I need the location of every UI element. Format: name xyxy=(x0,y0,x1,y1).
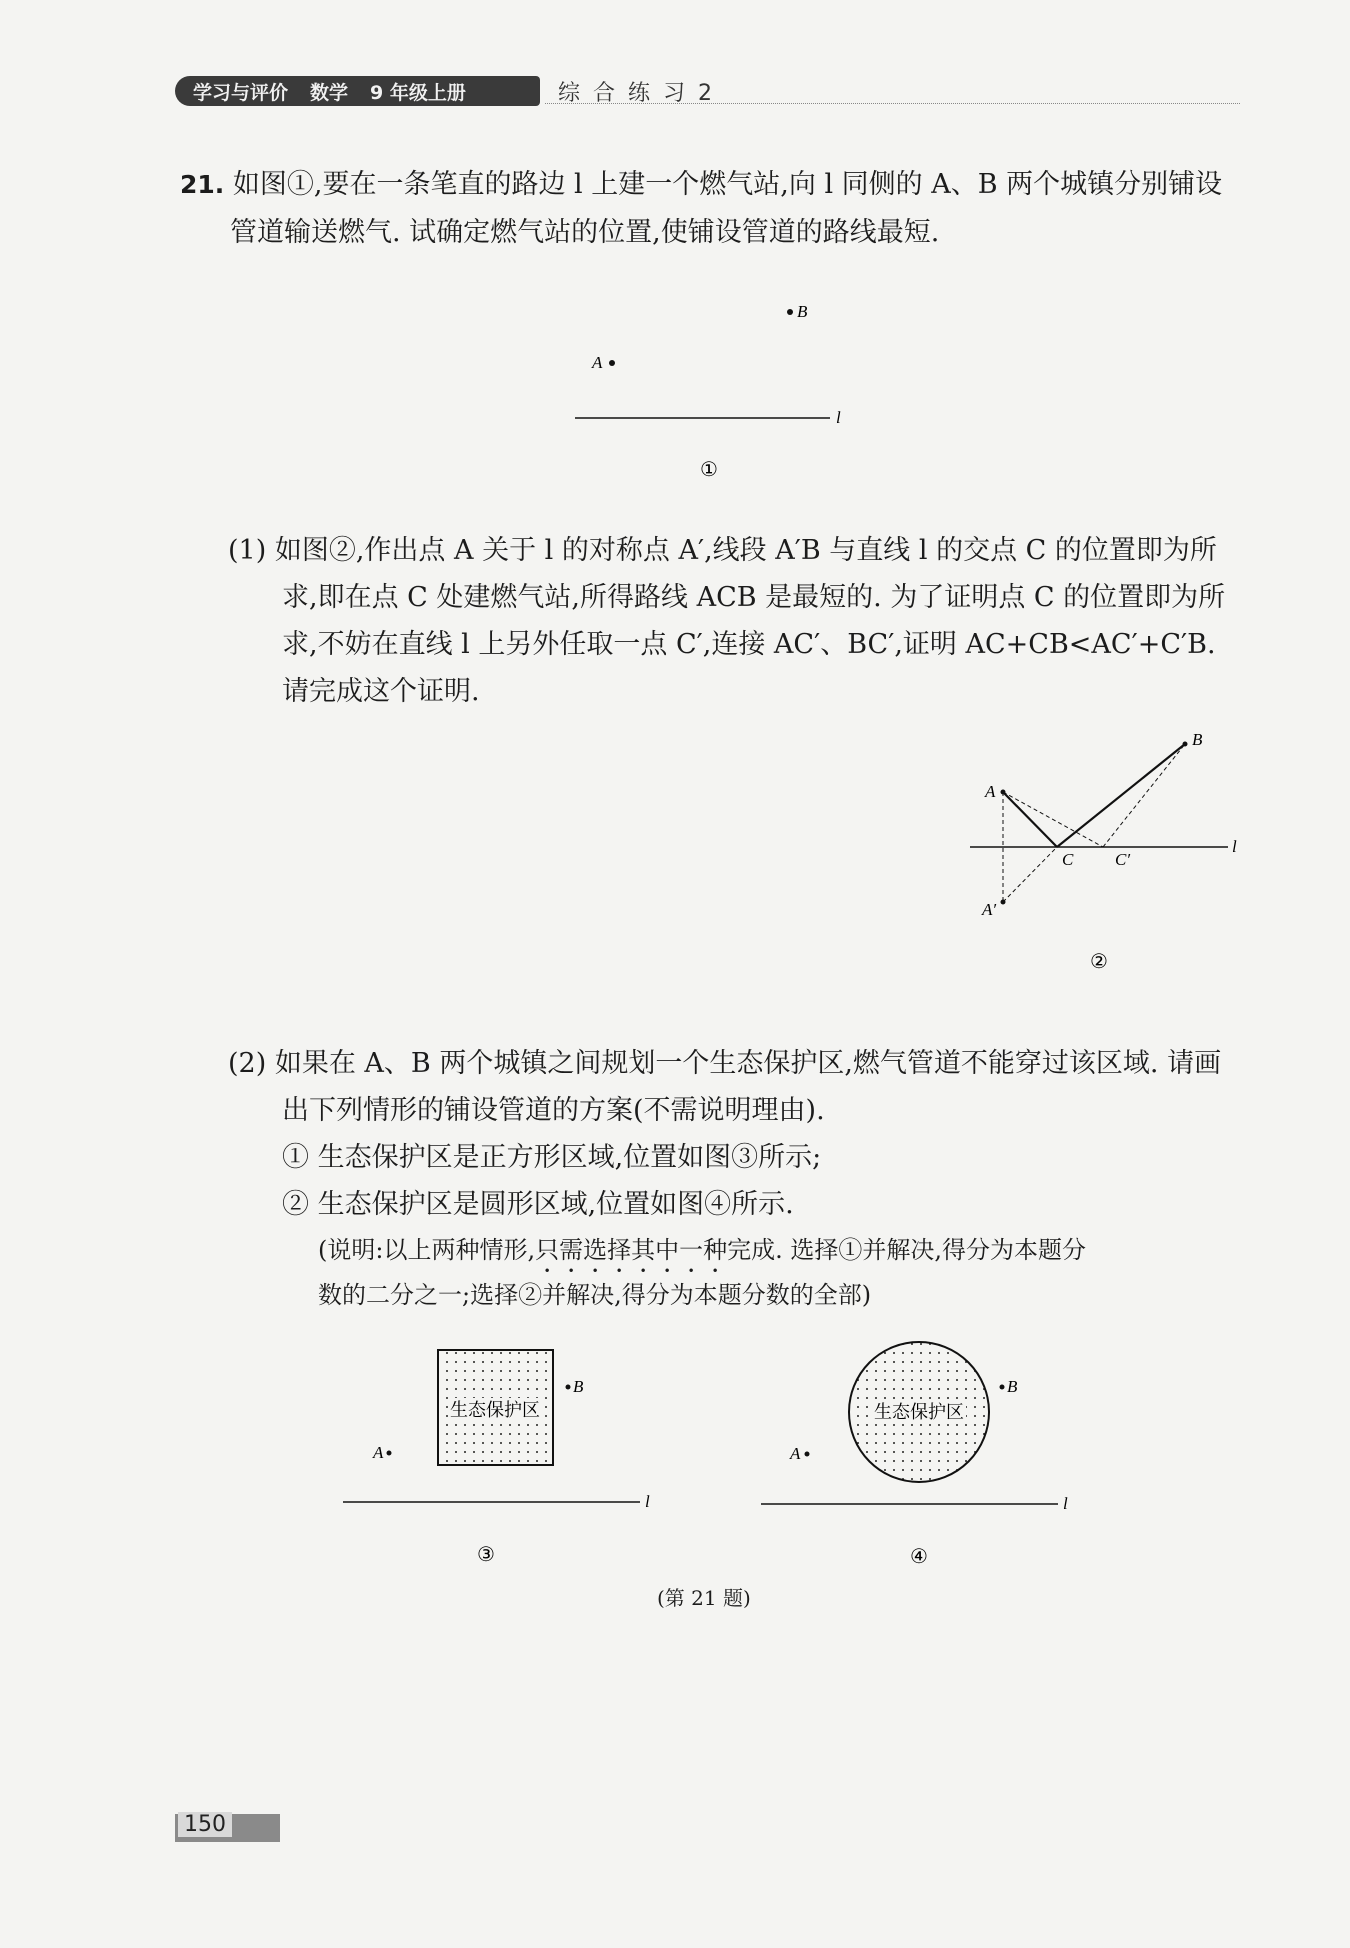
part1-line-2: 求,即在点 C 处建燃气站,所得路线 ACB 是最短的. 为了证明点 C 的位置即为所 xyxy=(282,582,1226,613)
part2-line-1: (2) 如果在 A、B 两个城镇之间规划一个生态保护区,燃气管道不能穿过该区域. 请画 xyxy=(228,1048,1222,1079)
figure-group-caption: (第 21 题) xyxy=(657,1586,751,1610)
section-title: 综 合 练 习 2 xyxy=(558,81,715,106)
point-b xyxy=(787,309,793,315)
page-number: 150 xyxy=(178,1812,232,1837)
figure-4 xyxy=(755,1340,1095,1580)
figure-3-caption: ③ xyxy=(477,1542,495,1566)
grade: 9 年级上册 xyxy=(370,81,466,104)
book-title: 学习与评价 xyxy=(193,81,289,104)
point-a-prime xyxy=(1001,900,1006,905)
label-c-prime: C′ xyxy=(1115,850,1131,869)
question-number: 21. xyxy=(180,170,225,199)
part1-line-3: 求,不妨在直线 l 上另外任取一点 C′,连接 AC′、BC′,证明 AC+CB<AC′+C′B. xyxy=(282,629,1216,660)
label-b: B xyxy=(797,302,808,321)
point-a xyxy=(609,360,615,366)
note-emphasis: 只需选择其中一种 xyxy=(535,1236,728,1264)
figure-2-caption: ② xyxy=(1090,949,1108,973)
label-b: B xyxy=(1192,730,1203,749)
question-line-2: 管道输送燃气. 试确定燃气站的位置,使铺设管道的路线最短. xyxy=(230,217,940,248)
zone-label: 生态保护区 xyxy=(874,1402,964,1423)
question-text-1: 如图①,要在一条笔直的路边 l 上建一个燃气站,向 l 同侧的 A、B 两个城镇分别铺设 xyxy=(232,169,1223,200)
segment-c-prime-b xyxy=(1103,744,1185,847)
label-a: A xyxy=(790,1444,801,1463)
note-after: 完成. 选择①并解决,得分为本题分 xyxy=(727,1236,1086,1264)
part2-case-2: ② 生态保护区是圆形区域,位置如图④所示. xyxy=(282,1189,794,1220)
segment-cb xyxy=(1057,744,1185,847)
header-rule xyxy=(545,103,1240,104)
point-a xyxy=(1001,790,1006,795)
figure-4-caption: ④ xyxy=(910,1544,928,1568)
label-a-prime: A′ xyxy=(982,900,997,919)
label-l: l xyxy=(1063,1494,1068,1513)
figure-2 xyxy=(960,725,1250,975)
part2-case-1: ① 生态保护区是正方形区域,位置如图③所示; xyxy=(282,1142,822,1173)
part2-note-line-1 xyxy=(318,1228,1086,1278)
label-b: B xyxy=(1007,1377,1018,1396)
label-c: C xyxy=(1062,850,1074,869)
part1-line-1: (1) 如图②,作出点 A 关于 l 的对称点 A′,线段 A′B 与直线 l 的交点 C 的位置即为所 xyxy=(228,535,1217,566)
question-line-1 xyxy=(180,162,1222,208)
label-l: l xyxy=(836,408,841,427)
label-b: B xyxy=(573,1377,584,1396)
label-l: l xyxy=(1232,837,1237,856)
figure-3 xyxy=(335,1340,675,1580)
point-b xyxy=(1000,1385,1005,1390)
part2-line-2: 出下列情形的铺设管道的方案(不需说明理由). xyxy=(282,1095,825,1126)
part1-line-4: 请完成这个证明. xyxy=(282,676,480,707)
segment-ac-prime xyxy=(1003,792,1103,847)
label-a: A xyxy=(592,353,603,372)
note-before: (说明:以上两种情形, xyxy=(318,1236,536,1264)
part2-note-line-2: 数的二分之一;选择②并解决,得分为本题分数的全部) xyxy=(318,1281,872,1309)
subject: 数学 xyxy=(310,81,349,104)
label-a: A xyxy=(985,782,996,801)
point-a xyxy=(387,1451,392,1456)
label-a: A xyxy=(373,1443,384,1462)
zone-label: 生态保护区 xyxy=(450,1400,540,1421)
point-b xyxy=(566,1385,571,1390)
label-l: l xyxy=(645,1492,650,1511)
header-bar xyxy=(175,76,540,106)
segment-a-prime-c xyxy=(1003,847,1057,902)
figure-1 xyxy=(560,295,860,495)
figure-1-caption: ① xyxy=(700,457,718,481)
point-b xyxy=(1183,742,1188,747)
segment-ac xyxy=(1003,792,1057,847)
point-a xyxy=(805,1452,810,1457)
